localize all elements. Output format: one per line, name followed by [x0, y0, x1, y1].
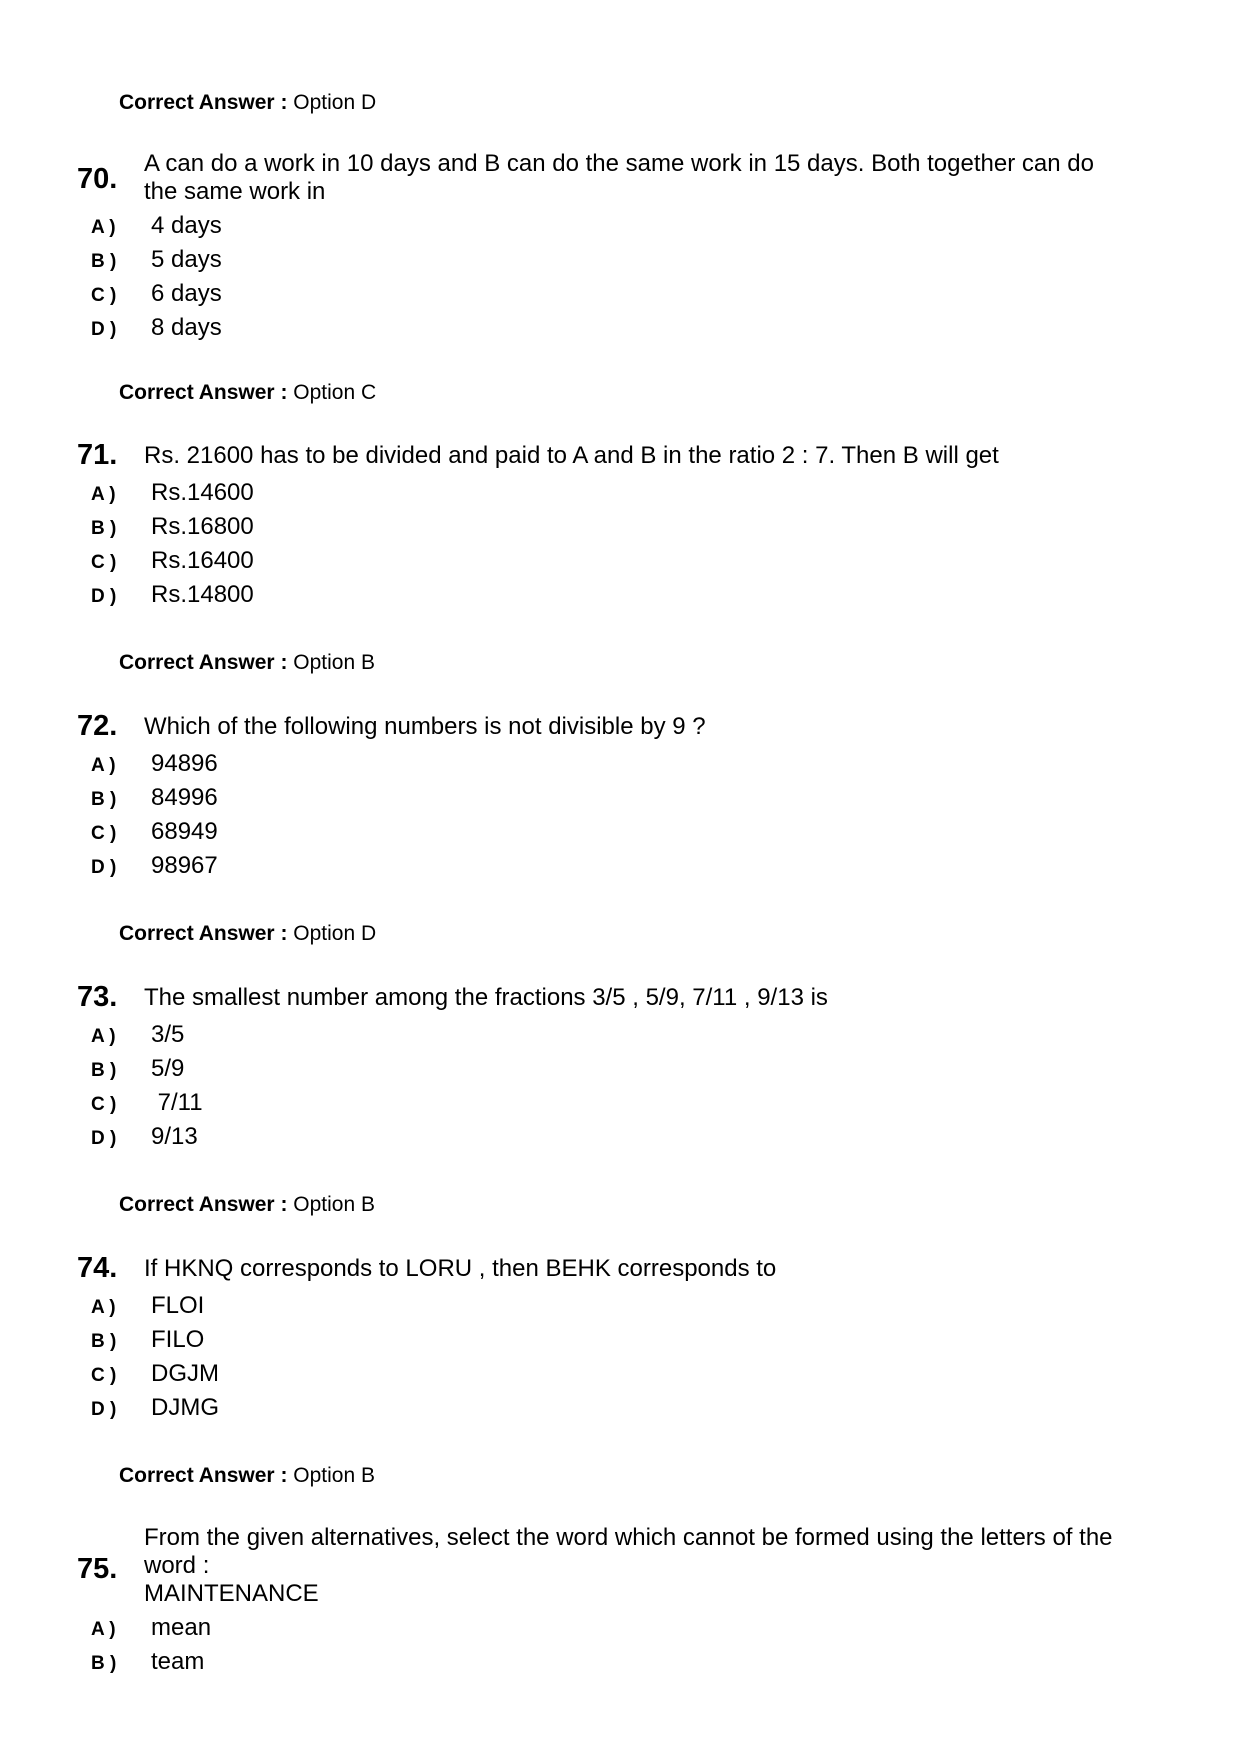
option-text: mean	[151, 1614, 212, 1641]
option-c[interactable]	[0, 278, 600, 312]
question-number: 74.	[77, 1252, 118, 1284]
option-text: FILO	[151, 1326, 205, 1353]
correct-answer-71	[119, 650, 375, 676]
correct-answer-value: Option D	[293, 922, 377, 945]
option-b[interactable]	[0, 1324, 600, 1358]
option-text: DGJM	[151, 1360, 219, 1387]
option-text: Rs.14800	[151, 581, 254, 608]
question-number: 72.	[77, 710, 118, 742]
option-letter: B )	[91, 1653, 117, 1674]
correct-answer-value: Option B	[293, 651, 375, 674]
option-text: 4 days	[151, 212, 222, 239]
correct-answer-label: Correct Answer :	[119, 1464, 288, 1487]
option-a[interactable]	[0, 1290, 600, 1324]
option-text: 7/11	[151, 1089, 203, 1116]
option-a[interactable]	[0, 1019, 600, 1053]
option-text: DJMG	[151, 1394, 219, 1421]
option-letter: B )	[91, 1331, 117, 1352]
option-letter: A )	[91, 1619, 116, 1640]
option-a[interactable]	[0, 748, 600, 782]
question-line: A can do a work in 10 days and B can do the same work in 15 days. Both together can do	[144, 150, 1094, 177]
question-text	[144, 1524, 1164, 1608]
option-letter: A )	[91, 484, 116, 505]
question-text	[144, 984, 1164, 1012]
option-text: 5 days	[151, 246, 222, 273]
option-text: 5/9	[151, 1055, 185, 1082]
question-text	[144, 150, 1164, 206]
correct-answer-value: Option B	[293, 1464, 375, 1487]
correct-answer-label: Correct Answer :	[119, 91, 288, 114]
correct-answer-label: Correct Answer :	[119, 922, 288, 945]
option-letter: B )	[91, 518, 117, 539]
option-letter: C )	[91, 1365, 117, 1386]
option-text: 84996	[151, 784, 218, 811]
question-line: the same work in	[144, 178, 326, 205]
question-number: 71.	[77, 439, 118, 471]
option-letter: D )	[91, 586, 117, 607]
option-text: 98967	[151, 852, 218, 879]
option-letter: B )	[91, 1060, 117, 1081]
option-d[interactable]	[0, 579, 600, 613]
question-number: 70.	[77, 163, 118, 195]
option-text: Rs.16800	[151, 513, 254, 540]
question-number: 73.	[77, 981, 118, 1013]
option-text: 68949	[151, 818, 218, 845]
option-letter: A )	[91, 1297, 116, 1318]
option-a[interactable]	[0, 477, 600, 511]
correct-answer-70	[119, 380, 376, 406]
question-line: Which of the following numbers is not divisible by 9 ?	[144, 713, 706, 740]
correct-answer-69	[119, 90, 376, 116]
option-b[interactable]	[0, 244, 600, 278]
option-text: 3/5	[151, 1021, 185, 1048]
correct-answer-value: Option D	[293, 91, 377, 114]
correct-answer-74	[119, 1463, 375, 1489]
option-letter: D )	[91, 319, 117, 340]
option-c[interactable]	[0, 1087, 600, 1121]
correct-answer-72	[119, 921, 376, 947]
option-text: 6 days	[151, 280, 222, 307]
question-line: Rs. 21600 has to be divided and paid to A and B in the ratio 2 : 7. Then B will get	[144, 442, 999, 469]
correct-answer-label: Correct Answer :	[119, 651, 288, 674]
option-letter: B )	[91, 789, 117, 810]
option-letter: C )	[91, 823, 117, 844]
option-b[interactable]	[0, 782, 600, 816]
correct-answer-73	[119, 1192, 375, 1218]
option-letter: A )	[91, 217, 116, 238]
option-letter: A )	[91, 1026, 116, 1047]
option-c[interactable]	[0, 545, 600, 579]
option-letter: B )	[91, 251, 117, 272]
option-c[interactable]	[0, 816, 600, 850]
question-line: The smallest number among the fractions 3/5 , 5/9, 7/11 , 9/13 is	[144, 984, 828, 1011]
option-d[interactable]	[0, 1121, 600, 1155]
option-text: Rs.14600	[151, 479, 254, 506]
correct-answer-label: Correct Answer :	[119, 381, 288, 404]
option-letter: C )	[91, 552, 117, 573]
option-c[interactable]	[0, 1358, 600, 1392]
question-line: word :	[144, 1552, 210, 1579]
option-text: 9/13	[151, 1123, 198, 1150]
option-text: team	[151, 1648, 205, 1675]
option-b[interactable]	[0, 511, 600, 545]
option-letter: C )	[91, 285, 117, 306]
question-number: 75.	[77, 1553, 118, 1585]
option-b[interactable]	[0, 1646, 600, 1680]
option-letter: A )	[91, 755, 116, 776]
question-text	[144, 1255, 1164, 1283]
option-letter: D )	[91, 1399, 117, 1420]
correct-answer-label: Correct Answer :	[119, 1193, 288, 1216]
question-text	[144, 442, 1164, 470]
option-d[interactable]	[0, 850, 600, 884]
option-d[interactable]	[0, 312, 600, 346]
option-text: 94896	[151, 750, 218, 777]
option-letter: D )	[91, 1128, 117, 1149]
question-line: From the given alternatives, select the word which cannot be formed using the letters of the	[144, 1524, 1113, 1551]
option-letter: D )	[91, 857, 117, 878]
question-text	[144, 713, 1164, 741]
option-letter: C )	[91, 1094, 117, 1115]
option-a[interactable]	[0, 210, 600, 244]
option-text: FLOI	[151, 1292, 205, 1319]
option-b[interactable]	[0, 1053, 600, 1087]
option-a[interactable]	[0, 1612, 600, 1646]
correct-answer-value: Option C	[293, 381, 377, 404]
option-d[interactable]	[0, 1392, 600, 1426]
option-text: 8 days	[151, 314, 222, 341]
option-text: Rs.16400	[151, 547, 254, 574]
question-line: MAINTENANCE	[144, 1580, 319, 1607]
correct-answer-value: Option B	[293, 1193, 375, 1216]
question-line: If HKNQ corresponds to LORU , then BEHK corresponds to	[144, 1255, 777, 1282]
